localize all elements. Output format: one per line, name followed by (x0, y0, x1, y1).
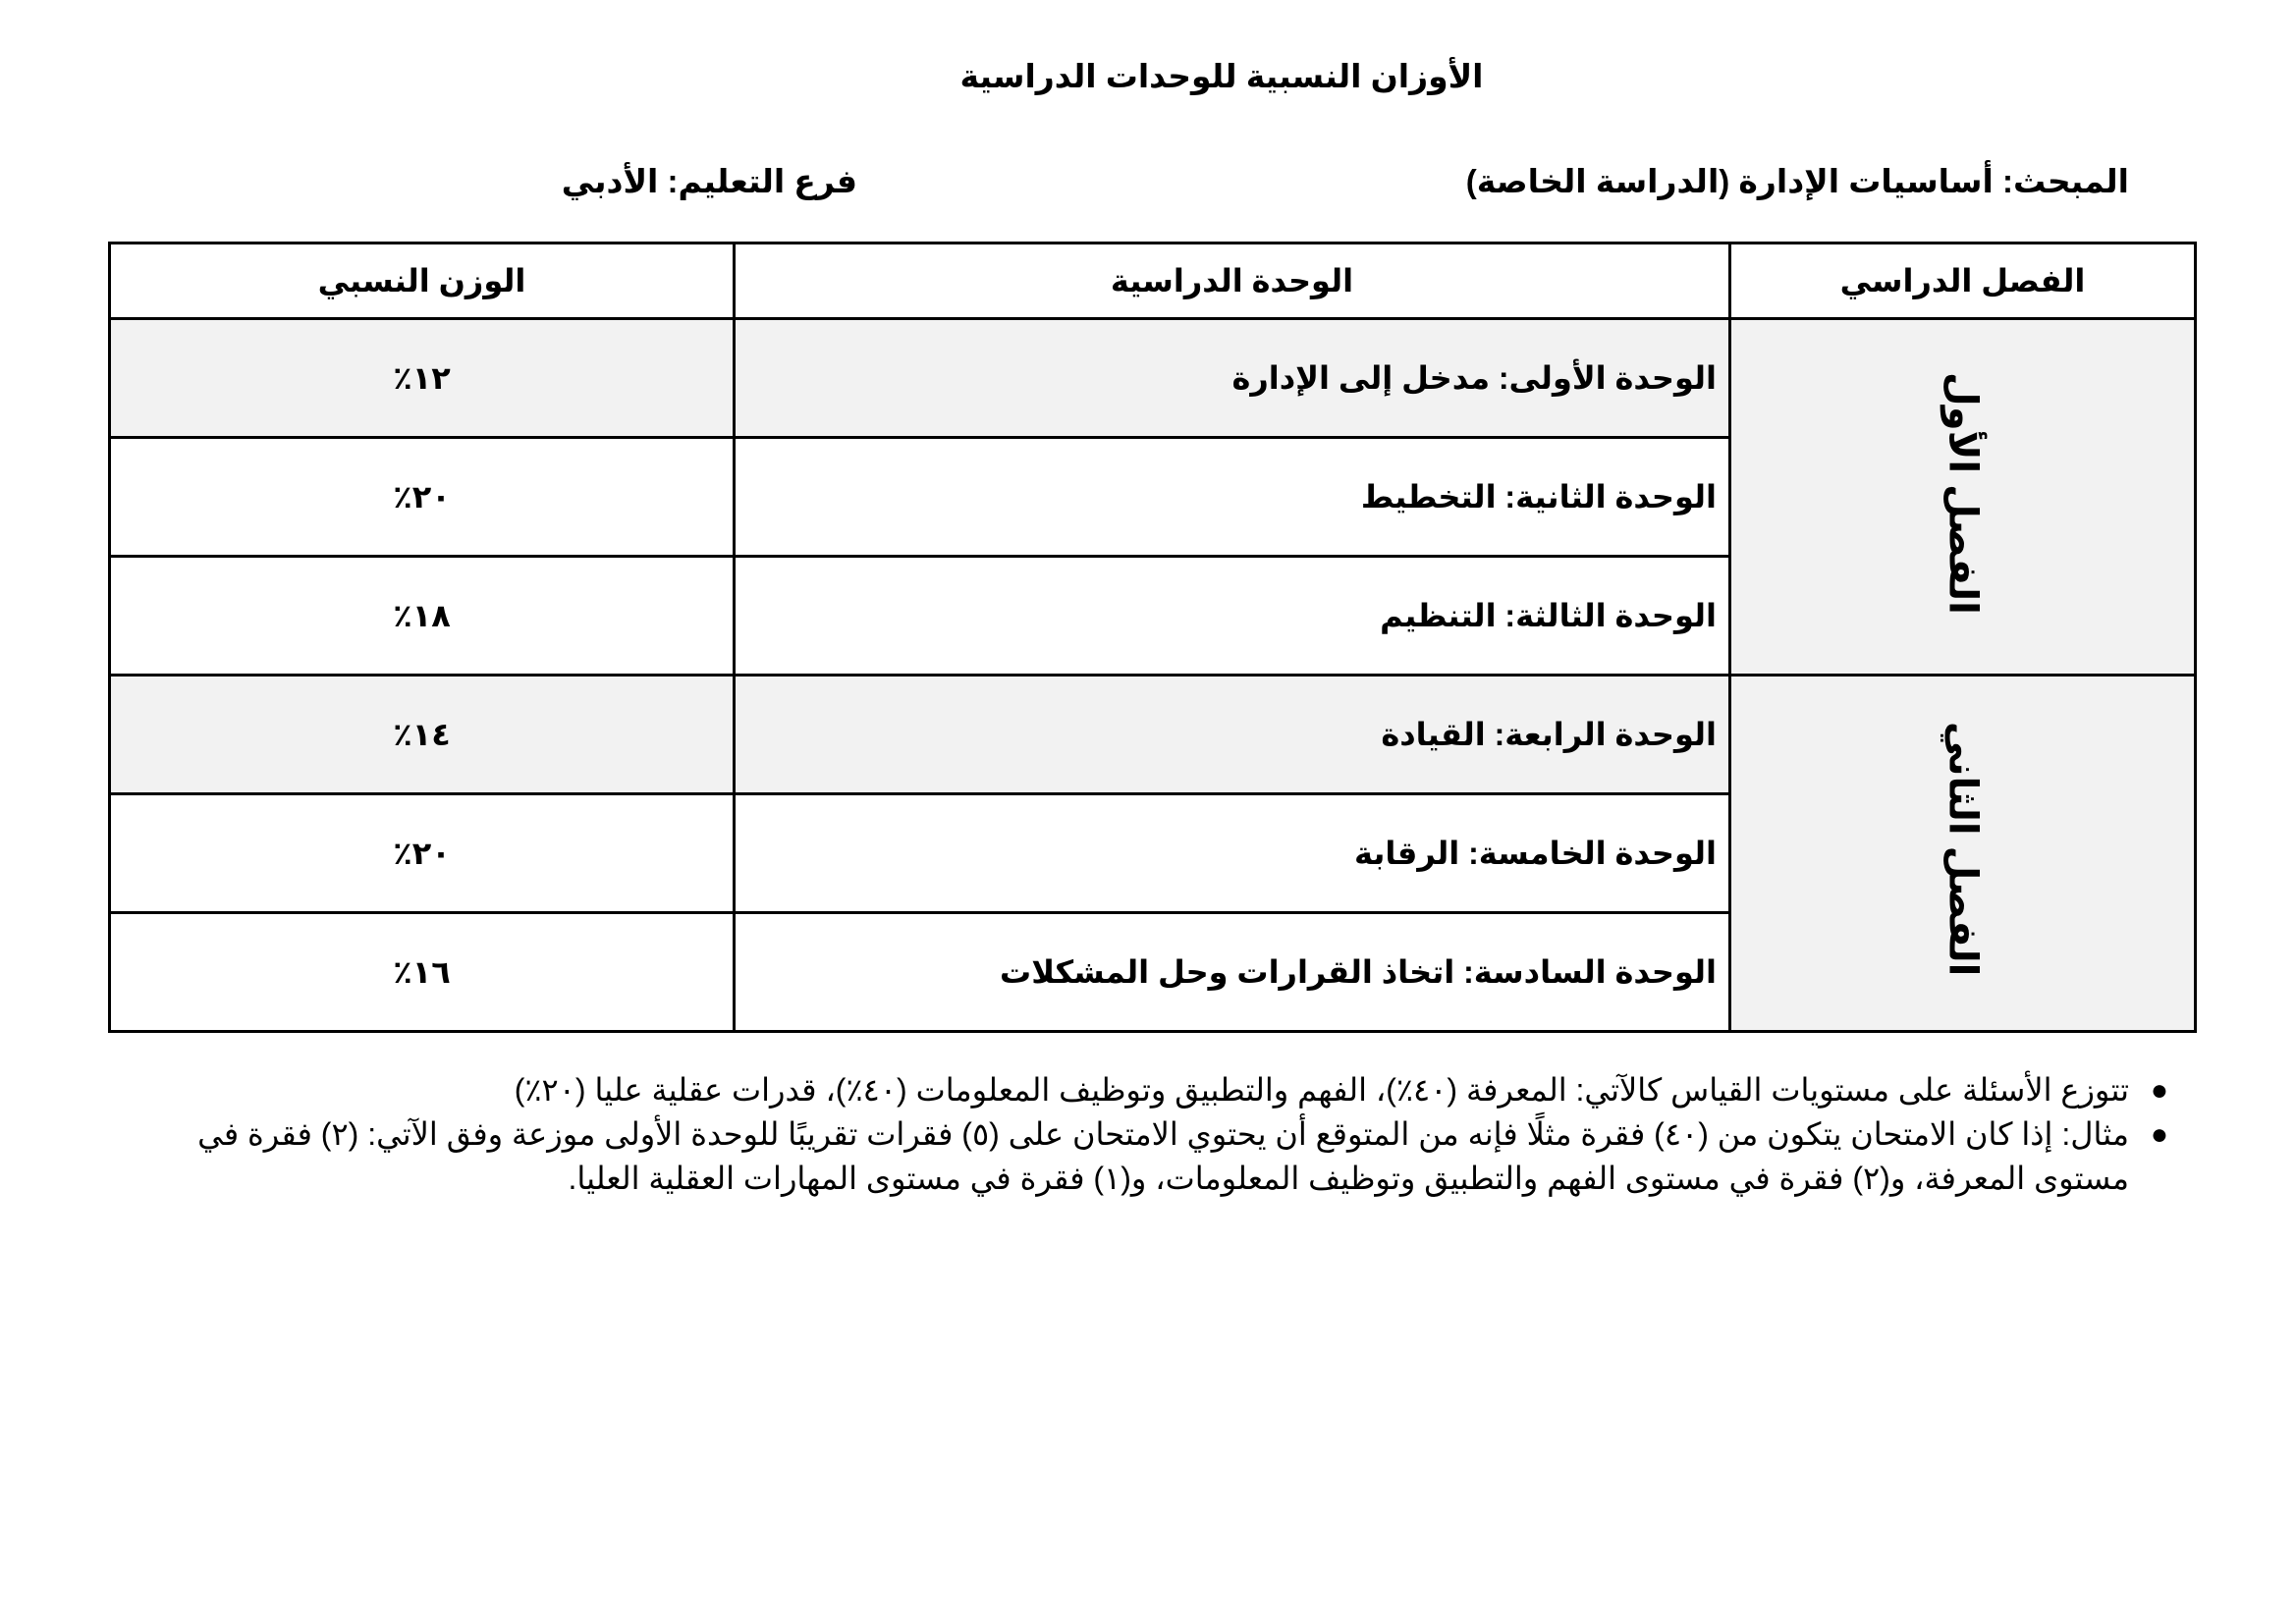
unit-cell: الوحدة السادسة: اتخاذ القرارات وحل المشكلات (735, 913, 1730, 1032)
unit-cell: الوحدة الخامسة: الرقابة (735, 794, 1730, 913)
header-unit: الوحدة الدراسية (735, 244, 1730, 319)
unit-cell: الوحدة الأولى: مدخل إلى الإدارة (735, 319, 1730, 438)
weight-cell: ٢٠٪ (110, 438, 735, 557)
weight-cell: ١٢٪ (110, 319, 735, 438)
weight-cell: ١٨٪ (110, 557, 735, 676)
note-text: تتوزع الأسئلة على مستويات القياس كالآتي: المعرفة (٤٠٪)، الفهم والتطبيق وتوظيف المعلومات (٤٠٪)، قدرات عقلية عليا (٢٠٪) (514, 1072, 2129, 1108)
header-term: الفصل الدراسي (1730, 244, 2196, 319)
branch-label: فرع التعليم: الأدبي (561, 163, 857, 199)
subject-label: المبحث: أساسيات الإدارة (الدراسة الخاصة) (1465, 163, 2129, 199)
header-weight: الوزن النسبي (110, 244, 735, 319)
term-label-first: الفصل الأول (1941, 371, 1985, 615)
table-row (110, 676, 2196, 794)
unit-cell: الوحدة الثانية: التخطيط (735, 438, 1730, 557)
weight-cell: ١٦٪ (110, 913, 735, 1032)
weight-cell: ١٤٪ (110, 676, 735, 794)
table-header-row (110, 244, 2196, 319)
weight-cell: ٢٠٪ (110, 794, 735, 913)
bullet-icon: ● (2150, 1074, 2168, 1107)
note-text: مثال: إذا كان الامتحان يتكون من (٤٠) فقرة مثلًا فإنه من المتوقع أن يحتوي الامتحان على (٥) فقرات تقريبًا للوحدة الأولى موزعة وفق الآتي: (٢) فقرة في مستوى المعرفة، و(٢) فقرة في مستوى الفهم والتطبيق وتوظيف المعلومات، و(١) فقرة في مستوى المهارات العقلية العليا. (197, 1116, 2129, 1196)
bullet-icon: ● (2150, 1118, 2168, 1151)
list-item (106, 1112, 2168, 1201)
unit-cell: الوحدة الثالثة: التنظيم (735, 557, 1730, 676)
notes-list (106, 1068, 2168, 1201)
term-label-second: الفصل الثاني (1941, 722, 1985, 977)
list-item (106, 1068, 2168, 1112)
page-title (0, 57, 2296, 95)
term-cell-first (1730, 319, 2196, 676)
weights-table (108, 242, 2197, 1033)
unit-cell: الوحدة الرابعة: القيادة (735, 676, 1730, 794)
notes-section (106, 1068, 2168, 1201)
page-title-text: الأوزان النسبية للوحدات الدراسية (959, 58, 1484, 94)
table-row (110, 319, 2196, 438)
term-cell-second (1730, 676, 2196, 1032)
